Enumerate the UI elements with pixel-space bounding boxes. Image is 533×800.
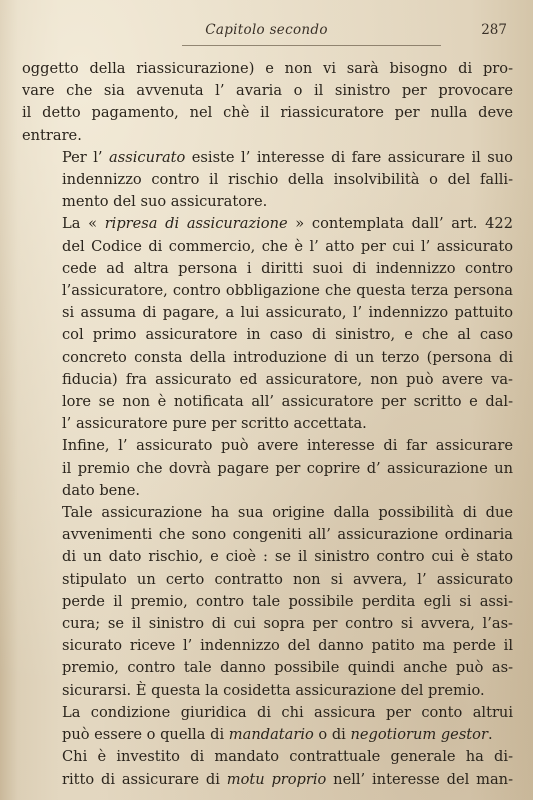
text-run: esiste l’ interesse di fare assicurare il suo [185,148,513,166]
running-head: Capitolo secondo [205,22,328,38]
text-run: dato bene. [62,481,140,499]
text-run: vare che sia avvenuta l’ avaria o il sinistro per provocare [22,82,513,100]
text-run: entrare. [22,126,82,144]
text-run: sicurarsi. È questa la cosidetta assicurazione del premio. [62,681,485,699]
text-line [22,147,513,169]
text-run: Tale assicurazione ha sua origine dalla possibilità di due [62,504,513,522]
paragraph [22,502,513,702]
text-line [22,347,513,369]
paragraph [22,435,513,502]
text-run: o di [313,726,351,744]
text-run: del Codice di commercio, che è l’ atto per cui l’ assicurato [62,237,513,255]
page-number: 287 [481,22,507,38]
text-run: La « [62,215,105,233]
text-run: può essere o quella di [62,726,229,744]
paragraph [22,213,513,435]
italic-text: ripresa di assicurazione [104,215,288,233]
text-run: Infine, l’ assicurato può avere interesse di far assicurare [62,437,513,455]
text-run: Chi è investito di mandato contrattuale generale ha di- [62,748,513,766]
text-run: premio, contro tale danno possibile quindi anche può as- [62,659,513,677]
italic-text: mandatario [228,726,314,744]
italic-text: negotiorum gestor [350,726,488,744]
text-line [22,191,513,213]
text-line [22,591,513,613]
text-line [22,169,513,191]
text-run: mento del suo assicuratore. [62,193,268,211]
text-line [22,724,513,746]
text-run: perde il premio, contro tale possibile perdita egli si assi- [62,592,513,610]
text-run: cura; se il sinistro di cui sopra per contro si avvera, l’as- [62,615,513,633]
text-line [22,302,513,324]
paragraph [22,147,513,214]
text-line [22,58,513,80]
text-line [22,680,513,702]
text-run: concreto consta della introduzione di un terzo (persona di [62,348,513,366]
text-line [22,324,513,346]
text-run: il detto pagamento, nel chè il riassicuratore per nulla deve [22,104,513,122]
text-line [22,102,513,124]
text-run: sicurato riceve l’ indennizzo del danno patito ma perde il [62,637,513,655]
text-line [22,546,513,568]
text-run: ritto di assicurare di [62,770,227,788]
text-line [22,80,513,102]
text-line [22,613,513,635]
paragraph [22,702,513,746]
text-run: di un dato rischio, e cioè : se il sinistro contro cui è stato [62,548,513,566]
text-run: oggetto della riassicurazione) e non vi sarà bisogno di pro- [22,60,513,77]
text-line [22,524,513,546]
text-run: . [487,726,493,744]
text-run: nell’ interesse del man- [326,770,513,788]
text-run: si assuma di pagare, a lui assicurato, l’ indennizzo pattuito [62,304,513,322]
text-run: avvenimenti che sono congeniti all’ assicurazione ordinaria [62,526,513,544]
text-line [22,702,513,724]
text-line [22,769,513,791]
text-run: Per l’ [62,148,110,166]
text-line [22,369,513,391]
text-line [22,458,513,480]
text-run: fiducia) fra assicurato ed assicuratore, non può avere va- [62,370,513,388]
paragraph [22,746,513,790]
text-line [22,125,513,147]
italic-text: assicurato [109,148,186,166]
text-run: il premio che dovrà pagare per coprire d’ assicurazione un [62,459,513,477]
text-line [22,236,513,258]
text-line [22,391,513,413]
text-run: cede ad altra persona i diritti suoi di indennizzo contro [62,259,513,277]
text-run: » contemplata dall’ art. 422 [287,215,513,233]
text-run: l’assicuratore, contro obbligazione che questa terza persona [62,282,513,300]
text-line [22,746,513,768]
page-header [22,18,511,46]
text-line [22,480,513,502]
text-run: lore se non è notificata all’ assicuratore per scritto e dal- [62,393,513,411]
text-run: col primo assicuratore in caso di sinistro, e che al caso [62,326,513,344]
text-line [22,657,513,679]
text-line [22,413,513,435]
text-line [22,569,513,591]
header-rule [182,45,441,46]
text-line [22,635,513,657]
text-run: l’ assicuratore pure per scritto accettata. [62,415,367,433]
text-line [22,213,513,235]
italic-text: motu proprio [226,770,327,788]
text-run: indennizzo contro il rischio della insolvibilità o del falli- [62,171,513,189]
text-line [22,435,513,457]
text-line [22,280,513,302]
body-text [22,58,513,791]
paragraph [22,58,513,147]
text-run: La condizione giuridica di chi assicura per conto altrui [62,703,513,721]
text-line [22,502,513,524]
text-run: stipulato un certo contratto non si avvera, l’ assicurato [62,570,513,588]
text-line [22,258,513,280]
